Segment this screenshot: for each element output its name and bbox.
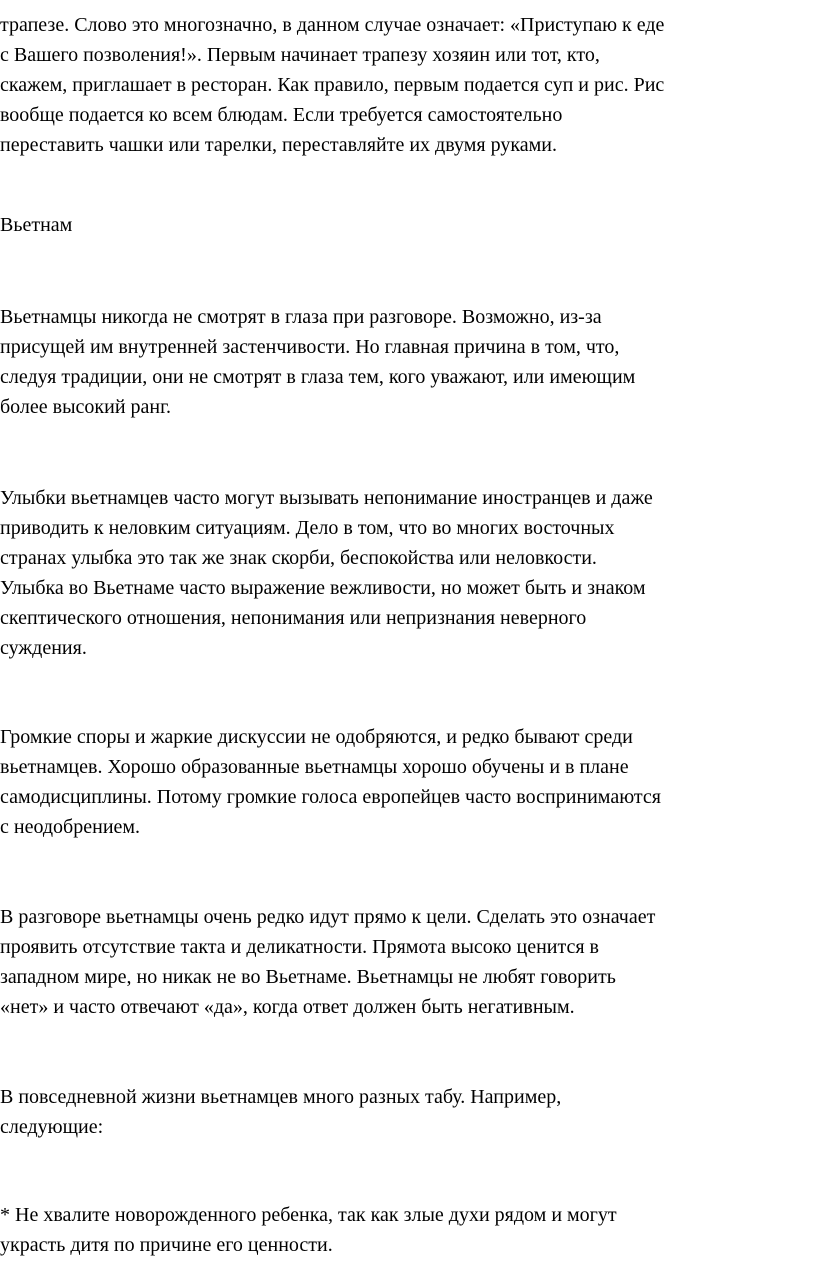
paragraph-loud-arguments bbox=[0, 722, 816, 842]
paragraph-smiles bbox=[0, 483, 816, 663]
text-line: переставить чашки или тарелки, переставляйте их двумя руками. bbox=[0, 134, 557, 156]
text-line: скептического отношения, непонимания или непризнания неверного bbox=[0, 607, 587, 629]
text-line: украсть дитя по причине его ценности. bbox=[0, 1234, 333, 1256]
text-line: трапезе. Слово это многозначно, в данном случае означает: «Приступаю к еде bbox=[0, 14, 665, 36]
paragraph-indirect-speech bbox=[0, 902, 816, 1022]
text-line: присущей им внутренней застенчивости. Но главная причина в том, что, bbox=[0, 336, 620, 358]
text-line: вьетнамцев. Хорошо образованные вьетнамцы хорошо обучены и в плане bbox=[0, 756, 629, 778]
heading-line: Вьетнам bbox=[0, 214, 73, 236]
text-line: скажем, приглашает в ресторан. Как правило, первым подается суп и рис. Рис bbox=[0, 74, 665, 96]
paragraph-taboos bbox=[0, 1082, 816, 1142]
text-line: Вьетнамцы никогда не смотрят в глаза при разговоре. Возможно, из-за bbox=[0, 306, 602, 328]
text-line: В повседневной жизни вьетнамцев много разных табу. Например, bbox=[0, 1086, 562, 1108]
text-line: самодисциплины. Потому громкие голоса европейцев часто воспринимаются bbox=[0, 786, 661, 808]
text-line: Улыбки вьетнамцев часто могут вызывать непонимание иностранцев и даже bbox=[0, 487, 653, 509]
text-line: * Не хвалите новорожденного ребенка, так как злые духи рядом и могут bbox=[0, 1204, 617, 1226]
text-line: следуя традиции, они не смотрят в глаза тем, кого уважают, или имеющим bbox=[0, 366, 636, 388]
text-line: приводить к неловким ситуациям. Дело в том, что во многих восточных bbox=[0, 517, 615, 539]
text-line: суждения. bbox=[0, 637, 87, 659]
text-line: западном мире, но никак не во Вьетнаме. Вьетнамцы не любят говорить bbox=[0, 966, 616, 988]
text-line: проявить отсутствие такта и деликатности. Прямота высоко ценится в bbox=[0, 936, 599, 958]
text-line: следующие: bbox=[0, 1116, 104, 1138]
text-line: с неодобрением. bbox=[0, 816, 141, 838]
paragraph-eye-contact bbox=[0, 302, 816, 422]
text-line: Улыбка во Вьетнаме часто выражение вежливости, но может быть и знаком bbox=[0, 577, 646, 599]
paragraph-table-etiquette bbox=[0, 10, 816, 160]
text-line: вообще подается ко всем блюдам. Если требуется самостоятельно bbox=[0, 104, 563, 126]
list-item-newborn-taboo bbox=[0, 1200, 816, 1260]
text-line: с Вашего позволения!». Первым начинает трапезу хозяин или тот, кто, bbox=[0, 44, 600, 66]
text-line: более высокий ранг. bbox=[0, 396, 172, 418]
section-heading-vietnam bbox=[0, 210, 816, 240]
text-line: «нет» и часто отвечают «да», когда ответ должен быть негативным. bbox=[0, 996, 575, 1018]
text-line: В разговоре вьетнамцы очень редко идут прямо к цели. Сделать это означает bbox=[0, 906, 656, 928]
text-line: странах улыбка это так же знак скорби, беспокойства или неловкости. bbox=[0, 547, 597, 569]
text-line: Громкие споры и жаркие дискуссии не одобряются, и редко бывают среди bbox=[0, 726, 633, 748]
